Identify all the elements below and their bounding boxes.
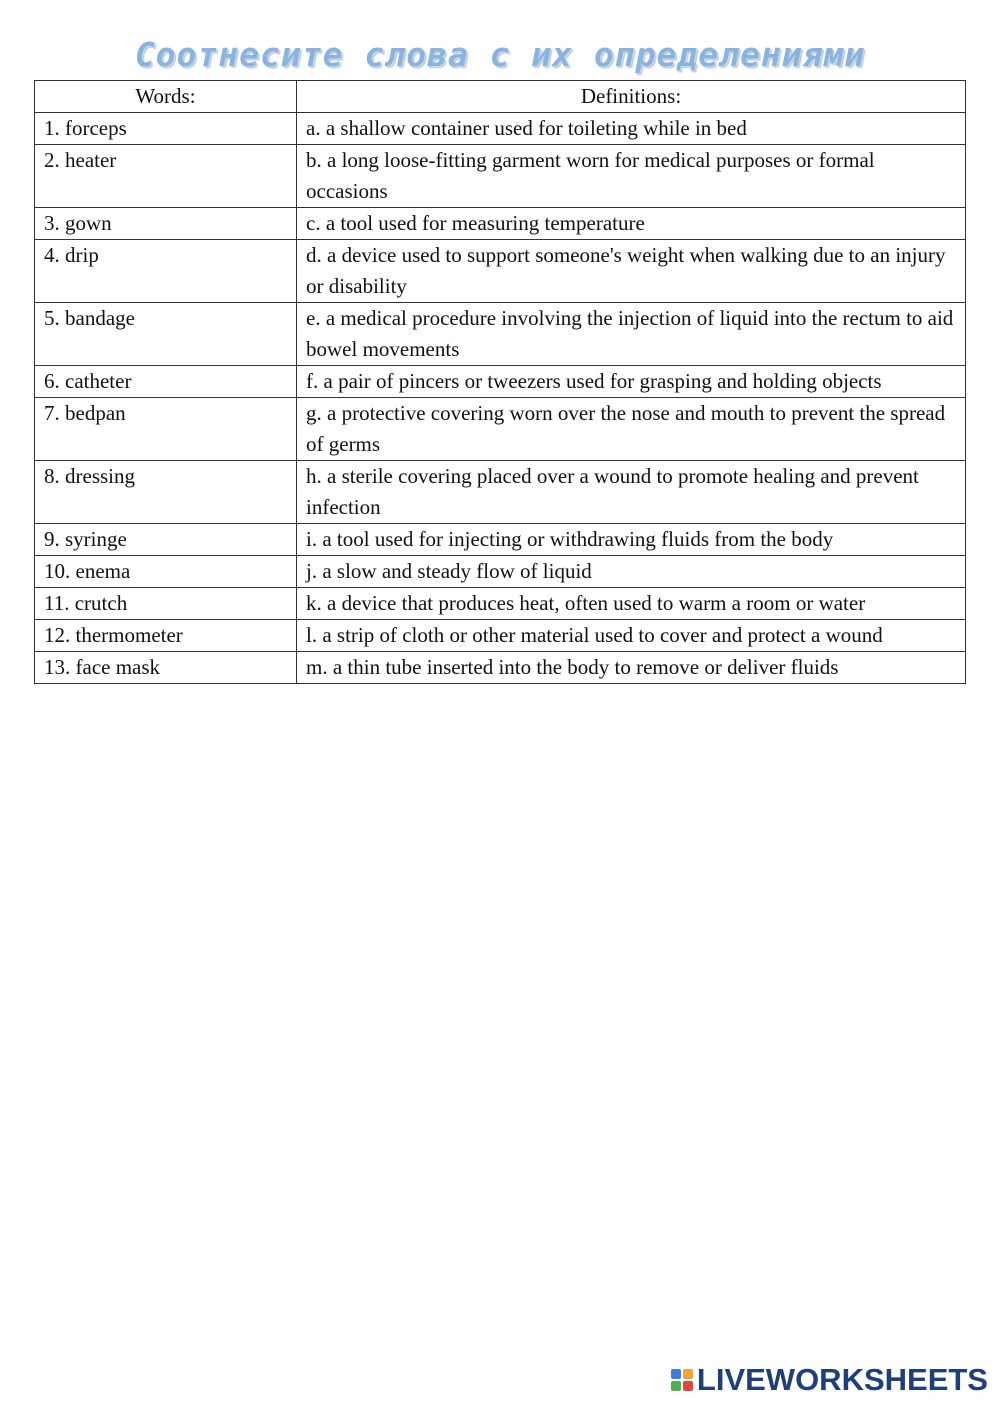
logo-text: LIVEWORKSHEETS [696, 1362, 988, 1397]
table-row [35, 113, 966, 145]
definition-cell: f. a pair of pincers or tweezers used for grasping and holding objects [297, 366, 966, 398]
definition-cell: c. a tool used for measuring temperature [297, 208, 966, 240]
word-cell: 2. heater [35, 145, 297, 208]
matching-table [34, 80, 966, 684]
table-row [35, 208, 966, 240]
definition-cell: k. a device that produces heat, often used to warm a room or water [297, 588, 966, 620]
table-row [35, 588, 966, 620]
words-column-header: Words: [35, 81, 297, 113]
word-cell: 5. bandage [35, 303, 297, 366]
table-row [35, 366, 966, 398]
word-cell: 11. crutch [35, 588, 297, 620]
table-row [35, 398, 966, 461]
word-cell: 1. forceps [35, 113, 297, 145]
definition-cell: j. a slow and steady flow of liquid [297, 556, 966, 588]
definition-cell: a. a shallow container used for toileting while in bed [297, 113, 966, 145]
table-row [35, 461, 966, 524]
definitions-column-header: Definitions: [297, 81, 966, 113]
table-header-row [35, 81, 966, 113]
word-cell: 7. bedpan [35, 398, 297, 461]
definition-cell: l. a strip of cloth or other material used to cover and protect a wound [297, 620, 966, 652]
table-row [35, 240, 966, 303]
table-row [35, 303, 966, 366]
definition-cell: d. a device used to support someone's weight when walking due to an injury or disability [297, 240, 966, 303]
table-row [35, 652, 966, 684]
word-cell: 9. syringe [35, 524, 297, 556]
definition-cell: b. a long loose-fitting garment worn for medical purposes or formal occasions [297, 145, 966, 208]
liveworksheets-logo-icon [671, 1369, 693, 1391]
word-cell: 3. gown [35, 208, 297, 240]
word-cell: 6. catheter [35, 366, 297, 398]
definition-cell: g. a protective covering worn over the nose and mouth to prevent the spread of germs [297, 398, 966, 461]
definition-cell: i. a tool used for injecting or withdrawing fluids from the body [297, 524, 966, 556]
table-row [35, 145, 966, 208]
word-cell: 12. thermometer [35, 620, 297, 652]
word-cell: 13. face mask [35, 652, 297, 684]
table-row [35, 556, 966, 588]
definition-cell: m. a thin tube inserted into the body to remove or deliver fluids [297, 652, 966, 684]
definition-cell: e. a medical procedure involving the injection of liquid into the rectum to aid bowel movements [297, 303, 966, 366]
table-row [35, 524, 966, 556]
definition-cell: h. a sterile covering placed over a wound to promote healing and prevent infection [297, 461, 966, 524]
page-title: Соотнесите слова с их определениями [134, 35, 866, 74]
liveworksheets-logo [671, 1362, 988, 1398]
table-row [35, 620, 966, 652]
word-cell: 4. drip [35, 240, 297, 303]
word-cell: 8. dressing [35, 461, 297, 524]
word-cell: 10. enema [35, 556, 297, 588]
